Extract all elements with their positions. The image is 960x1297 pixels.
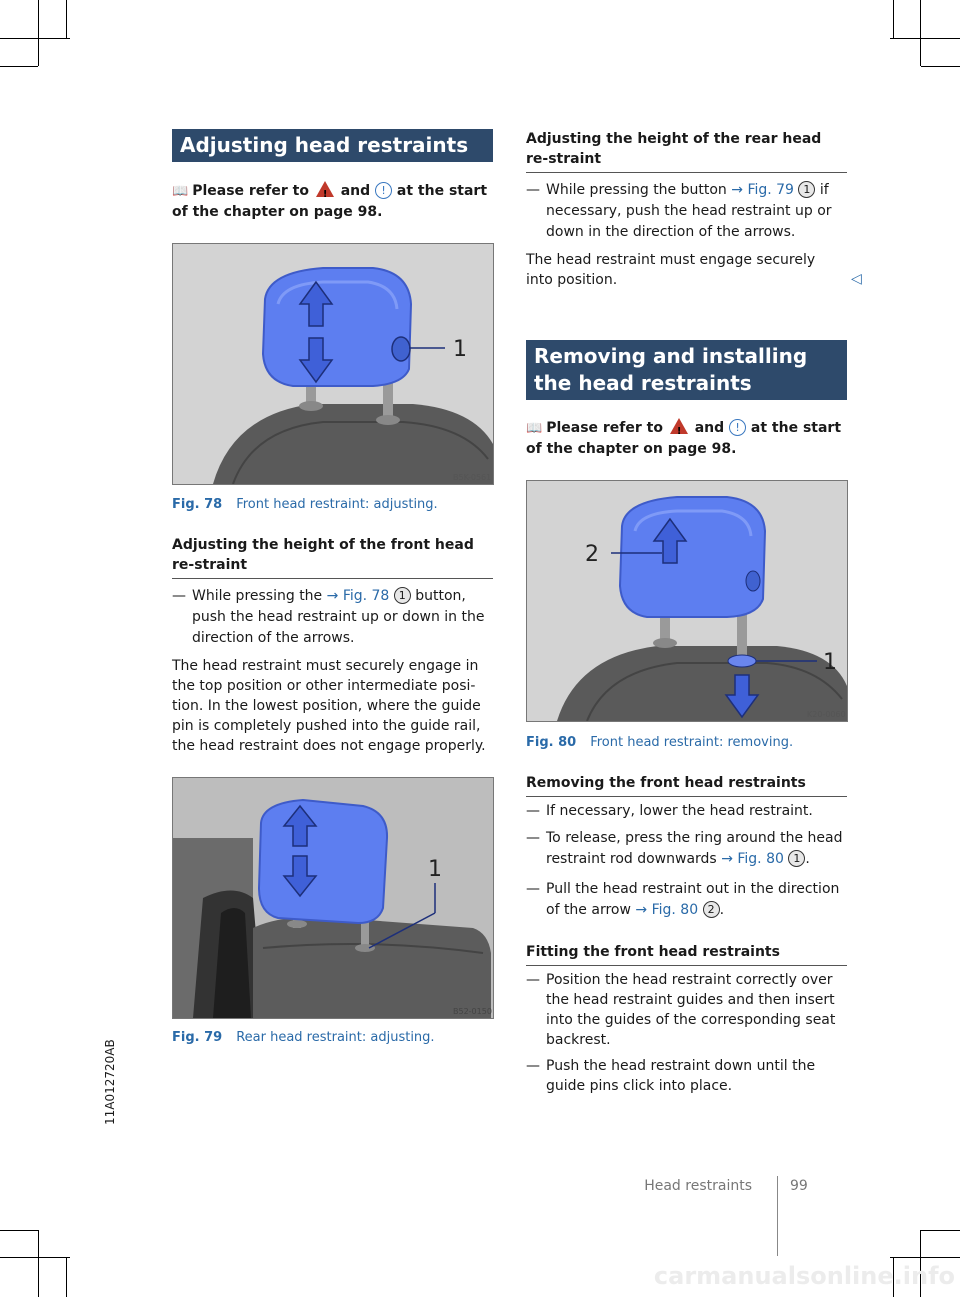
- callout-2: 2: [585, 542, 599, 567]
- page-number: 99: [790, 1178, 808, 1194]
- figure-79-caption: Fig. 79 Rear head restraint: adjusting.: [172, 1030, 435, 1045]
- safety-reference: 📖 Please refer to ! and ! at the start of the chapter on page 98.: [172, 181, 492, 223]
- figure-78-caption: Fig. 78 Front head restraint: adjusting.: [172, 497, 438, 512]
- figure-code: K20-0060: [807, 710, 846, 719]
- step-release: — To release, press the ring around the head restraint rod downwards → Fig. 80 1 .: [526, 828, 846, 870]
- notice-icon: !: [729, 419, 746, 436]
- item-number: 1: [394, 587, 411, 604]
- watermark: carmanualsonline.info: [653, 1262, 955, 1290]
- crop-mark: [921, 66, 960, 67]
- crop-mark: [66, 1257, 67, 1297]
- section-title-adjusting: Adjusting head restraints: [172, 129, 493, 162]
- crop-mark: [66, 0, 67, 38]
- crop-mark: [38, 0, 39, 66]
- book-icon: 📖: [172, 184, 189, 199]
- fig-link[interactable]: → Fig. 80: [721, 851, 784, 867]
- crop-mark: [0, 1257, 70, 1258]
- warning-icon: [316, 181, 334, 197]
- item-number: 1: [788, 850, 805, 867]
- step-push-down: — Push the head restraint down until the guide pins click into place.: [526, 1056, 846, 1096]
- book-icon: 📖: [526, 421, 543, 436]
- warning-icon: [670, 418, 688, 434]
- crop-mark: [0, 38, 70, 39]
- figure-80-caption: Fig. 80 Front head restraint: removing.: [526, 735, 794, 750]
- step-rear-adjust: — While pressing the button → Fig. 79 1 if necessary, push the head restraint up or down in the direction of the arrows.: [526, 180, 846, 243]
- notice-icon: !: [375, 182, 392, 199]
- section-title-removing: Removing and installing the head restraints: [526, 340, 847, 400]
- figure-80: [526, 480, 848, 722]
- callout-1: 1: [823, 650, 837, 675]
- continue-marker: ◁: [851, 271, 862, 287]
- crop-mark: [0, 1230, 38, 1231]
- crop-mark: [890, 38, 960, 39]
- callout-1: 1: [428, 857, 442, 882]
- fig-link[interactable]: → Fig. 78: [326, 588, 390, 604]
- figure-code: B5K-0561: [453, 473, 492, 482]
- crop-mark: [921, 1230, 960, 1231]
- crop-mark: [893, 0, 894, 38]
- fig-link[interactable]: → Fig. 79: [731, 182, 794, 198]
- footer-divider: [777, 1176, 778, 1256]
- crop-mark: [890, 1257, 960, 1258]
- crop-mark: [920, 0, 921, 66]
- safety-reference: 📖 Please refer to ! and ! at the start of the chapter on page 98.: [526, 418, 846, 460]
- paragraph-rear-engage: The head restraint must engage securely into position.: [526, 252, 816, 288]
- paragraph-engage: The head restraint must securely engage in the top position or other intermediate posi-tion. In the lowest position, where the guide pin is completely pushed into the guide rail, the head restraint does not engage properly.: [172, 658, 486, 754]
- step-pull-out: — Pull the head restraint out in the direction of the arrow → Fig. 80 2 .: [526, 879, 846, 921]
- subheading-front-height: Adjusting the height of the front head re-straint: [172, 535, 493, 579]
- step-lower: — If necessary, lower the head restraint.: [526, 801, 846, 822]
- document-code: 11A012720AB: [103, 1039, 117, 1125]
- footer-chapter: Head restraints: [644, 1178, 752, 1194]
- fig-link[interactable]: → Fig. 80: [635, 902, 699, 918]
- item-number: 2: [703, 901, 720, 918]
- item-number: 1: [798, 181, 815, 198]
- figure-78: [172, 243, 494, 485]
- figure-79: [172, 777, 494, 1019]
- crop-mark: [38, 1230, 39, 1297]
- crop-mark: [0, 66, 38, 67]
- figure-code: B52-0150: [453, 1007, 492, 1016]
- subheading-removing: Removing the front head restraints: [526, 773, 847, 797]
- subheading-fitting: Fitting the front head restraints: [526, 942, 847, 966]
- step-position: — Position the head restraint correctly over the head restraint guides and then insert into the guides of the corresponding seat backrest.: [526, 970, 846, 1050]
- callout-1: 1: [453, 337, 467, 362]
- step-front-adjust: — While pressing the → Fig. 78 1 button, push the head restraint up or down in the direction of the arrows.: [172, 586, 492, 649]
- subheading-rear-height: Adjusting the height of the rear head re-straint: [526, 129, 847, 173]
